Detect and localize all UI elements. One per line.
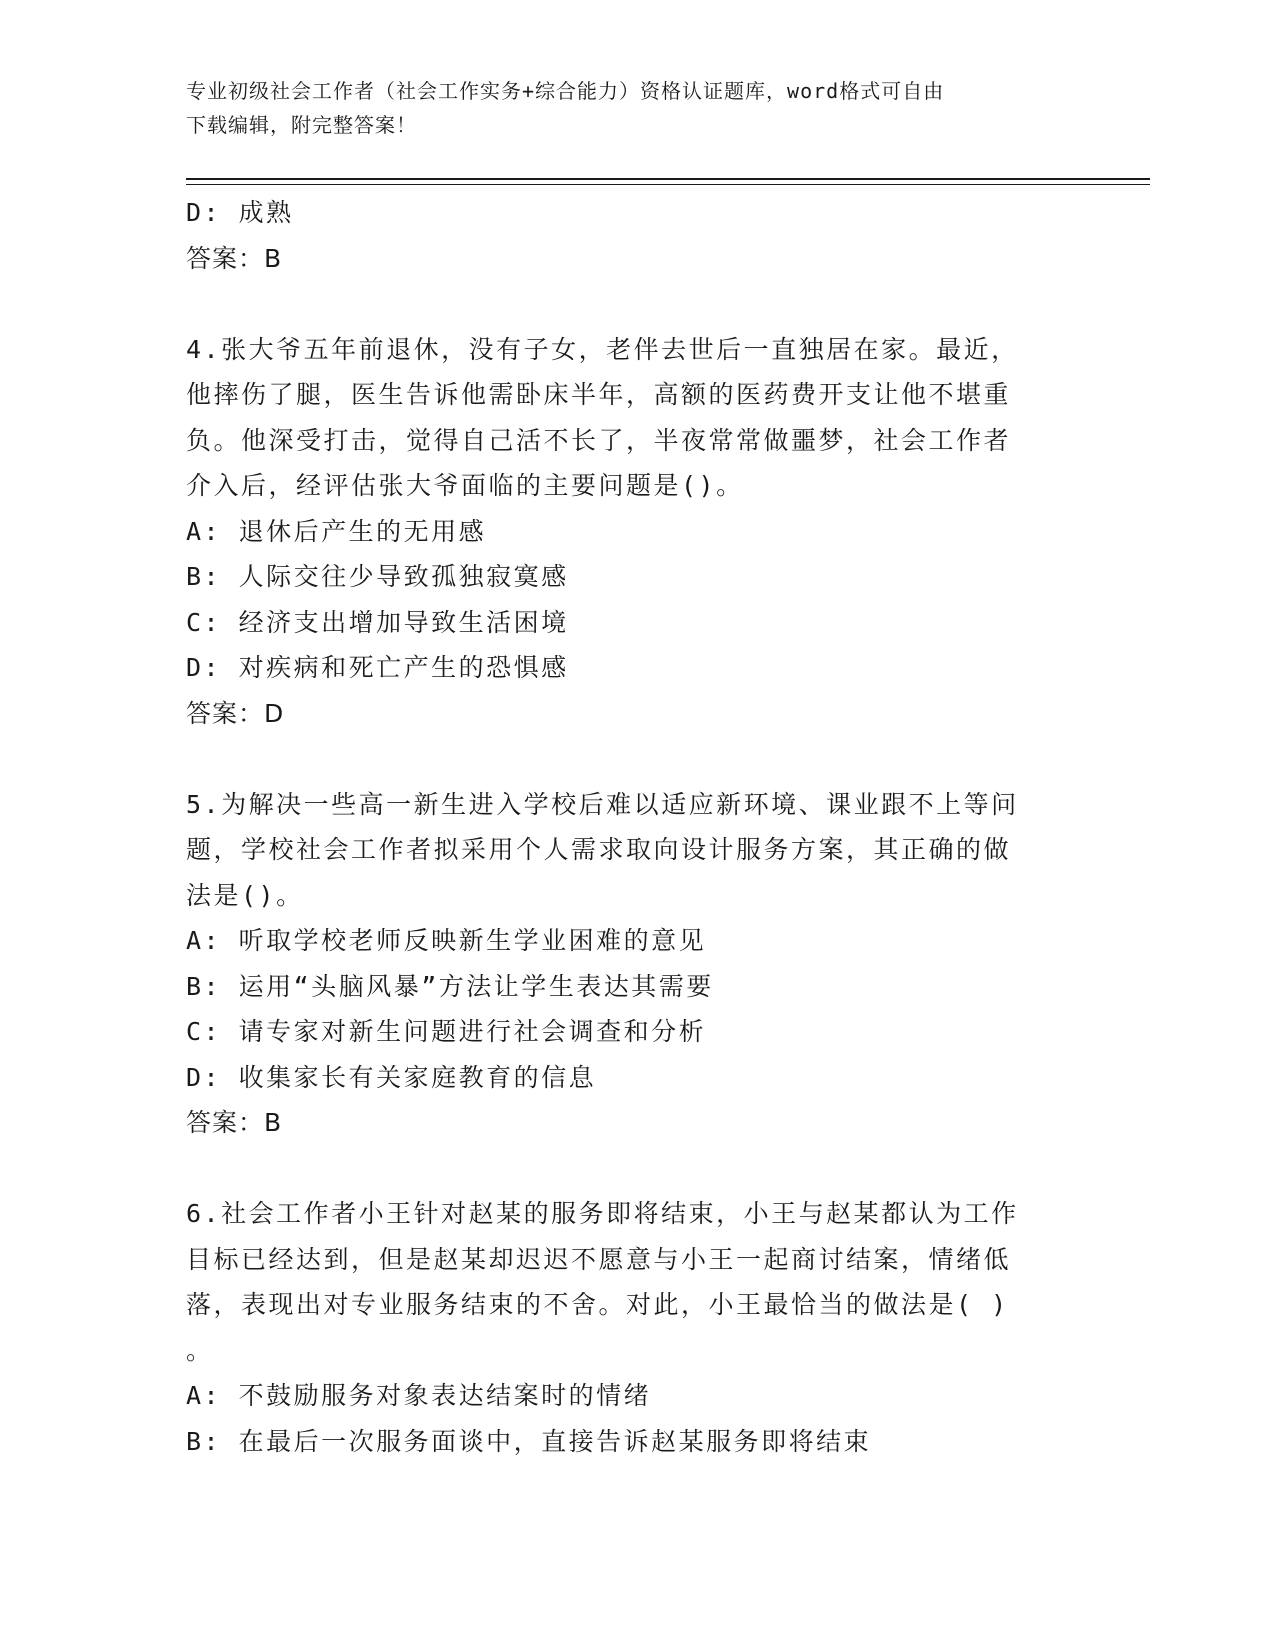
question-text: 4.张大爷五年前退休，没有子女，老伴去世后一直独居在家。最近，	[186, 334, 1019, 364]
option-a: A: 听取学校老师反映新生学业困难的意见	[186, 926, 707, 955]
page-header	[186, 74, 1086, 142]
option-a: A: 退休后产生的无用感	[186, 516, 487, 546]
question-4	[186, 327, 1066, 737]
question-5	[186, 782, 1066, 1146]
header-divider-thick	[186, 178, 1150, 180]
question-text: 介入后，经评估张大爷面临的主要问题是()。	[186, 471, 744, 500]
question-text: 法是()。	[186, 880, 304, 910]
option-d: D: 收集家长有关家庭教育的信息	[186, 1062, 597, 1092]
question-text: 题，学校社会工作者拟采用个人需求取向设计服务方案，其正确的做	[186, 835, 1012, 864]
answer-line: 答案：B	[186, 1108, 283, 1137]
header-line: 专业初级社会工作者（社会工作实务+综合能力）资格认证题库，word格式可自由	[186, 79, 945, 103]
answer-line: 答案：B	[186, 243, 283, 273]
question-text: 6.社会工作者小王针对赵某的服务即将结束，小王与赵某都认为工作	[186, 1199, 1019, 1228]
option-c: C: 经济支出增加导致生活困境	[186, 607, 569, 637]
document-body	[186, 190, 1066, 1464]
question-text: 落，表现出对专业服务结束的不舍。对此，小王最恰当的做法是( )	[186, 1290, 1009, 1319]
question-6	[186, 1191, 1066, 1464]
header-line: 下载编辑，附完整答案！	[186, 113, 417, 137]
option-b: B: 人际交往少导致孤独寂寞感	[186, 562, 569, 591]
option-a: A: 不鼓励服务对象表达结案时的情绪	[186, 1381, 652, 1410]
answer-line: 答案：D	[186, 698, 285, 728]
option-d: D: 对疾病和死亡产生的恐惧感	[186, 653, 569, 682]
question-text: 目标已经达到，但是赵某却迟迟不愿意与小王一起商讨结案，情绪低	[186, 1244, 1012, 1274]
option-b: B: 在最后一次服务面谈中，直接告诉赵某服务即将结束	[186, 1426, 872, 1456]
question-text: 5.为解决一些高一新生进入学校后难以适应新环境、课业跟不上等问	[186, 789, 1019, 819]
header-divider-thin	[186, 184, 1150, 185]
option-d: D: 成熟	[186, 198, 294, 227]
question-text: 他摔伤了腿，医生告诉他需卧床半年，高额的医药费开支让他不堪重	[186, 380, 1012, 409]
question-text: 负。他深受打击，觉得自己活不长了，半夜常常做噩梦，社会工作者	[186, 425, 1012, 455]
option-b: B: 运用“头脑风暴”方法让学生表达其需要	[186, 971, 714, 1001]
question-text: 。	[186, 1335, 214, 1365]
option-c: C: 请专家对新生问题进行社会调查和分析	[186, 1017, 707, 1046]
